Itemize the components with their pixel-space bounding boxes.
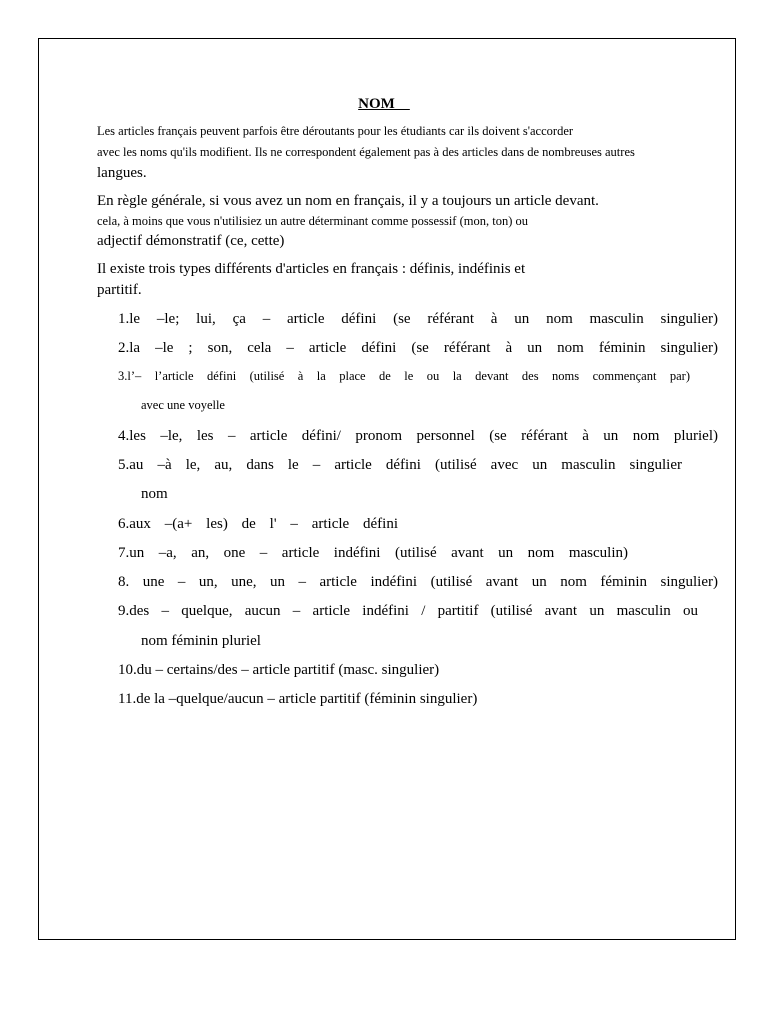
rule-line-2: cela, à moins que vous n'utilisiez un autre déterminant comme possessif (mon, ton) ou [97,214,528,228]
list-item-1: 1.le –le; lui, ça – article défini (se référant à un nom masculin singulier) [118,311,718,327]
intro-line-3: langues. [97,165,147,181]
list-item-5-continued: nom [141,486,168,502]
types-line-2: partitif. [97,282,142,298]
page-title [0,96,768,113]
list-item-10: 10.du – certains/des – article partitif (masc. singulier) [118,662,440,678]
rule-line-3: adjectif démonstratif (ce, cette) [97,233,285,249]
list-item-9: 9.des – quelque, aucun – article indéfini / partitif (utilisé avant un masculin ou [118,603,698,619]
page-title-text: NOM [358,96,410,112]
types-line-1: Il existe trois types différents d'articles en français : définis, indéfinis et [97,261,526,277]
list-item-9-continued: nom féminin pluriel [141,633,261,649]
list-item-8: 8. une – un, une, un – article indéfini (utilisé avant un nom féminin singulier) [118,574,718,590]
list-item-6: 6.aux –(a+ les) de l' – article défini [118,516,398,532]
list-item-3-continued: avec une voyelle [141,398,225,412]
list-item-2: 2.la –le ; son, cela – article défini (se référant à un nom féminin singulier) [118,340,718,356]
intro-line-2: avec les noms qu'ils modifient. Ils ne correspondent également pas à des articles dans de nombreuses autres [97,145,635,159]
rule-line-1: En règle générale, si vous avez un nom en français, il y a toujours un article devant. [97,193,599,209]
list-item-7: 7.un –a, an, one – article indéfini (utilisé avant un nom masculin) [118,545,628,561]
list-item-11: 11.de la –quelque/aucun – article partitif (féminin singulier) [118,691,478,707]
list-item-4: 4.les –le, les – article défini/ pronom personnel (se référant à un nom pluriel) [118,428,718,444]
intro-line-1: Les articles français peuvent parfois être déroutants pour les étudiants car ils doivent s'accorder [97,124,574,138]
list-item-3: 3.l’– l’article défini (utilisé à la place de le ou la devant des noms commençant par) [118,369,690,383]
list-item-5: 5.au –à le, au, dans le – article défini (utilisé avec un masculin singulier [118,457,682,473]
